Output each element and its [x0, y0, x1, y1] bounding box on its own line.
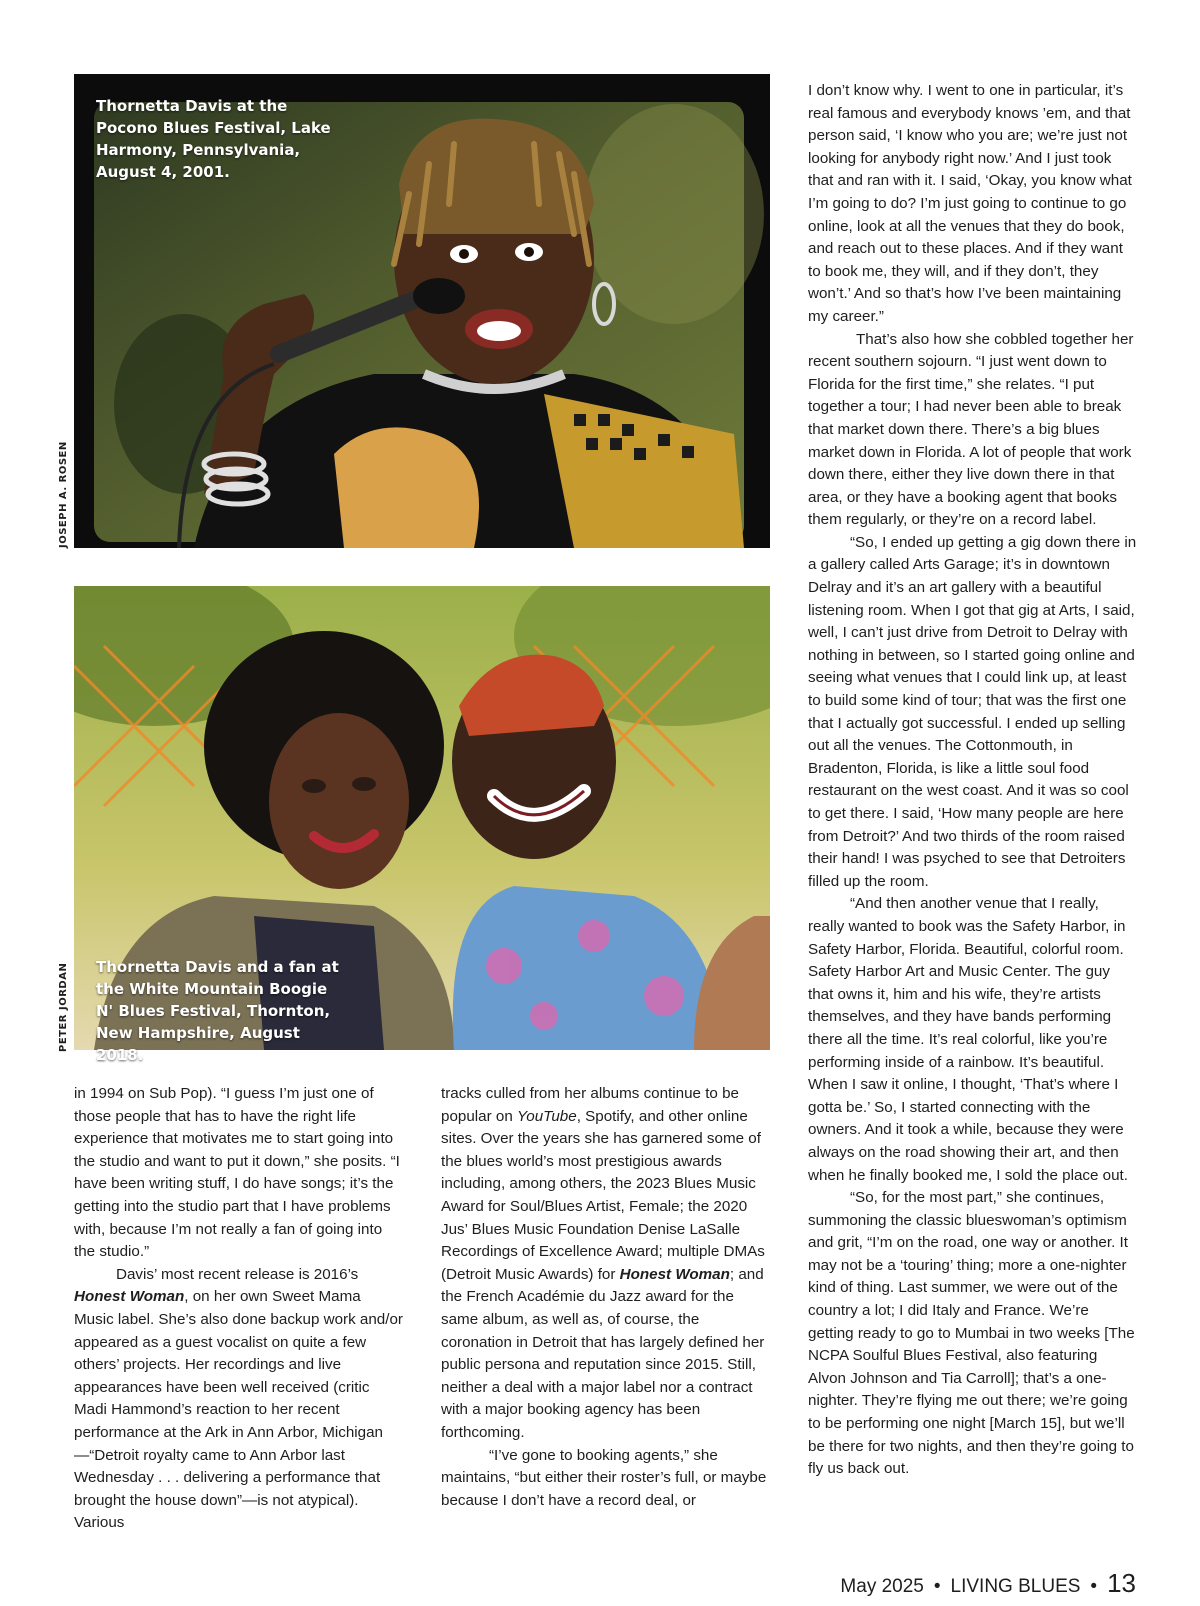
col2-p1-text-b: , Spotify, and other online sites. Over the years she has garnered some of the blues world’s most prestigious awards including, among others, the 2023 Blues Music Award for Soul/Blues Artist, Female; the 2020 Jus’ Blues Music Foundation Denise LaSalle Recordings of Excellence Award; multiple DMAs (Detroit Music Awards) for: [441, 1107, 765, 1283]
photo-2-caption: Thornetta Davis and a fan at the White Mountain Boogie N' Blues Festival, Thornton, New Hampshire, August 2018.: [96, 958, 339, 1064]
footer-bullet-1: •: [933, 1576, 941, 1597]
col2-p1-text-a: tracks culled from her albums continue to be popular on: [441, 1085, 739, 1125]
col3-paragraph-4: “And then another venue that I really, really wanted to book was the Safety Harbor, in Safety Harbor, Florida. Beautiful, colorful room. Safety Harbor Art and Music Center. The guy that owns it, him and his wife, they’re artists themselves, and they have bands performing there all the time. It’s real colorful, like you’re performing inside of a rainbow. It’s beautiful. When I saw it online, I thought, ‘That’s where I gotta be.’ So, I started connecting with the owners. And it took a while, because they were always on the road showing their art, and then when he finally booked me, I sold the place out.: [808, 895, 1128, 1184]
album-title: Honest Woman: [619, 1265, 730, 1283]
col2-paragraph-2: “I’ve gone to booking agents,” she maintains, “but either their roster’s full, or maybe because I don’t have a record deal, or: [441, 1446, 767, 1509]
issue-date: May 2025: [840, 1576, 924, 1597]
col1-paragraph-1: in 1994 on Sub Pop). “I guess I’m just one of those people that has to have the right life experience that motivates me to start going into the studio and want to put it down,” she posits. “I have been writing stuff, I do have songs; it’s the getting into the studio part that I have problems with, because I’m not really a fan of going into the studio.”: [74, 1085, 400, 1261]
footer-bullet-2: •: [1090, 1576, 1098, 1597]
column-1: [74, 1083, 404, 1535]
magazine-name: LIVING BLUES: [950, 1576, 1081, 1597]
album-title: Honest Woman: [74, 1288, 185, 1306]
col3-paragraph-5: “So, for the most part,” she continues, summoning the classic blueswoman’s optimism and grit, “I’m on the road, one way or another. It may not be a ‘touring’ thing; more a one-nighter kind of thing. Last summer, we were out of the country a lot; I did Italy and France. We’re getting ready to go to Mumbai in two weeks [The NCPA Soulful Blues Festival, also featuring Alvon Johnson and Tia Carroll]; that’s a one-nighter. They’re flying me out there; we’re going to be performing one night [March 15], but we’ll be there for two nights, and then they’re going to fly us back out.: [808, 1189, 1135, 1478]
col1-paragraph-2: [74, 1264, 404, 1535]
col3-paragraph-3: “So, I ended up getting a gig down there in a gallery called Arts Garage; it’s in downtown Delray and it’s an art gallery with a beautiful listening room. When I got that gig at Arts, I said, well, I can’t just drive from Detroit to Delray with nothing in between, so I started going online and seeing what venues that I could link up, at least to build some kind of tour; that was the first one that I actually got successful. I ended up selling out all the venues. The Cottonmouth, in Bradenton, Florida, is like a little soul food restaurant on the west coast. And it was so cool to get there. I said, ‘How many people are here from Detroit?’ And two thirds of the room raised their hand! I was psyched to see that Detroiters filled up the room.: [808, 533, 1137, 890]
page-number: 13: [1107, 1568, 1136, 1598]
page-footer: [840, 1568, 1136, 1599]
col2-paragraph-1: [441, 1083, 771, 1445]
column-3: [808, 80, 1138, 1481]
col2-p1-text-c: ; and the French Académie du Jazz award for the same album, as well as, of course, the coronation in Detroit that has largely defined her public persona and reputation since 2015. Still, neither a deal with a major label nor a contract with a major booking agency has been forthcoming.: [441, 1265, 765, 1441]
column-2: [441, 1083, 771, 1512]
youtube-mention: YouTube: [517, 1107, 577, 1125]
photo-1-credit: JOSEPH A. ROSEN: [58, 441, 69, 548]
col3-paragraph-1: I don’t know why. I went to one in particular, it’s real famous and everybody knows ’em, and that person said, ‘I know who you are; we’re just not looking for anybody right now.’ And I just took that and ran with it. I said, ‘Okay, you know what I’m going to do? I’m just going to continue to go online, look at all the venues that they do book, and reach out to these places. And if they want to book me, they will, and if they don’t, they won’t.’ And so that’s how I’ve been maintaining my career.”: [808, 82, 1132, 325]
col3-paragraph-2: That’s also how she cobbled together her recent southern sojourn. “I just went down to Florida for the first time,” she relates. “I put together a tour; I had never been able to break that market down there. There’s a big blues market down in Florida. A lot of people that work down there, either they live down there in that area, or they have a booking agent that books them regularly, or they’re on a record label.: [808, 330, 1134, 529]
col1-p2-text-b: , on her own Sweet Mama Music label. She’s also done backup work and/or appeared as a guest vocalist on quite a few others’ projects. Her recordings and live appearances have been well received (critic Madi Hammond’s reaction to her recent performance at the Ark in Ann Arbor, Michigan—“Detroit royalty came to Ann Arbor last Wednesday . . . delivering a performance that brought the house down”—is not atypical). Various: [74, 1288, 403, 1532]
photo-1-caption: Thornetta Davis at the Pocono Blues Festival, Lake Harmony, Pennsylvania, August 4, 2001.: [96, 97, 331, 181]
photo-2-credit: PETER JORDAN: [58, 962, 69, 1052]
col1-p2-text-a: Davis’ most recent release is 2016’s: [116, 1265, 359, 1283]
